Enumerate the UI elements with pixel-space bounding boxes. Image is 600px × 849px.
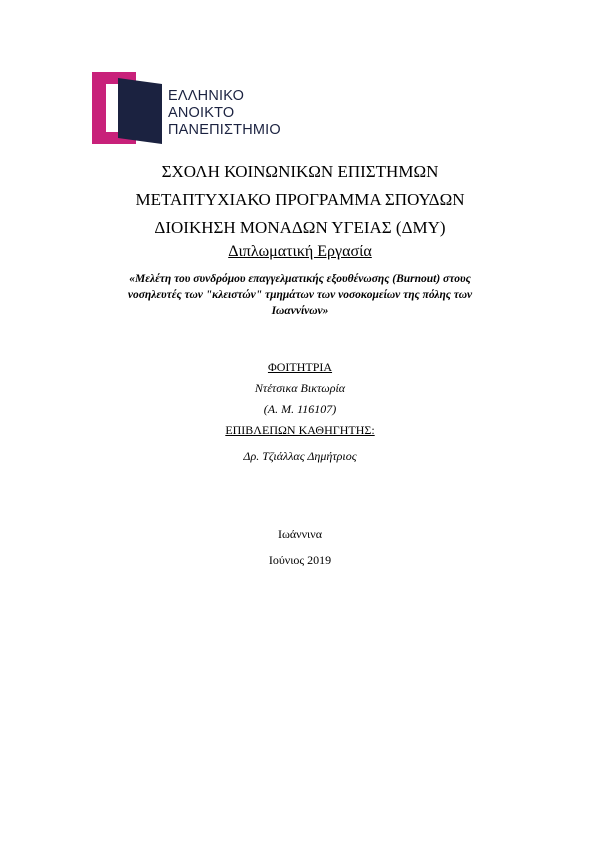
thesis-title: «Μελέτη του συνδρόμου επαγγελματικής εξουθένωσης (Burnout) στους νοσηλευτές των "κλειστών" τμημάτων των νοσοκομείων της πόλης των Ιωαννίνων» [127,273,473,317]
city: Ιωάννινα [278,527,322,541]
supervisor-label: ΕΠΙΒΛΕΠΩΝ ΚΑΘΗΓΗΤΗΣ: [225,423,375,437]
student-label: ΦΟΙΤΗΤΡΙΑ [267,360,333,374]
student-id: (Α. Μ. 116107) [263,402,337,416]
logo-line-1: ΕΛΛΗΝΙΚΟ [168,88,245,104]
supervisor-name: Δρ. Τζιάλλας Δημήτριος [243,449,357,463]
logo-mark-icon [92,70,162,146]
date: Ιούνιος 2019 [268,553,332,567]
university-logo [92,70,302,150]
thesis-type: Διπλωματική Εργασία [228,243,372,260]
school-name: ΣΧΟΛΗ ΚΟΙΝΩΝΙΚΩΝ ΕΠΙΣΤΗΜΩΝ [161,162,439,181]
student-name: Ντέτσικα Βικτωρία [254,381,346,395]
department-name: ΔΙΟΙΚΗΣΗ ΜΟΝΑΔΩΝ ΥΓΕΙΑΣ (ΔΜΥ) [154,218,446,237]
logo-wordmark [168,88,281,139]
logo-line-3: ΠΑΝΕΠΙΣΤΗΜΙΟ [168,122,281,138]
logo-line-2: ΑΝΟΙΚΤΟ [168,105,235,121]
program-name: ΜΕΤΑΠΤΥΧΙΑΚΟ ΠΡΟΓΡΑΜΜΑ ΣΠΟΥΔΩΝ [135,190,465,209]
